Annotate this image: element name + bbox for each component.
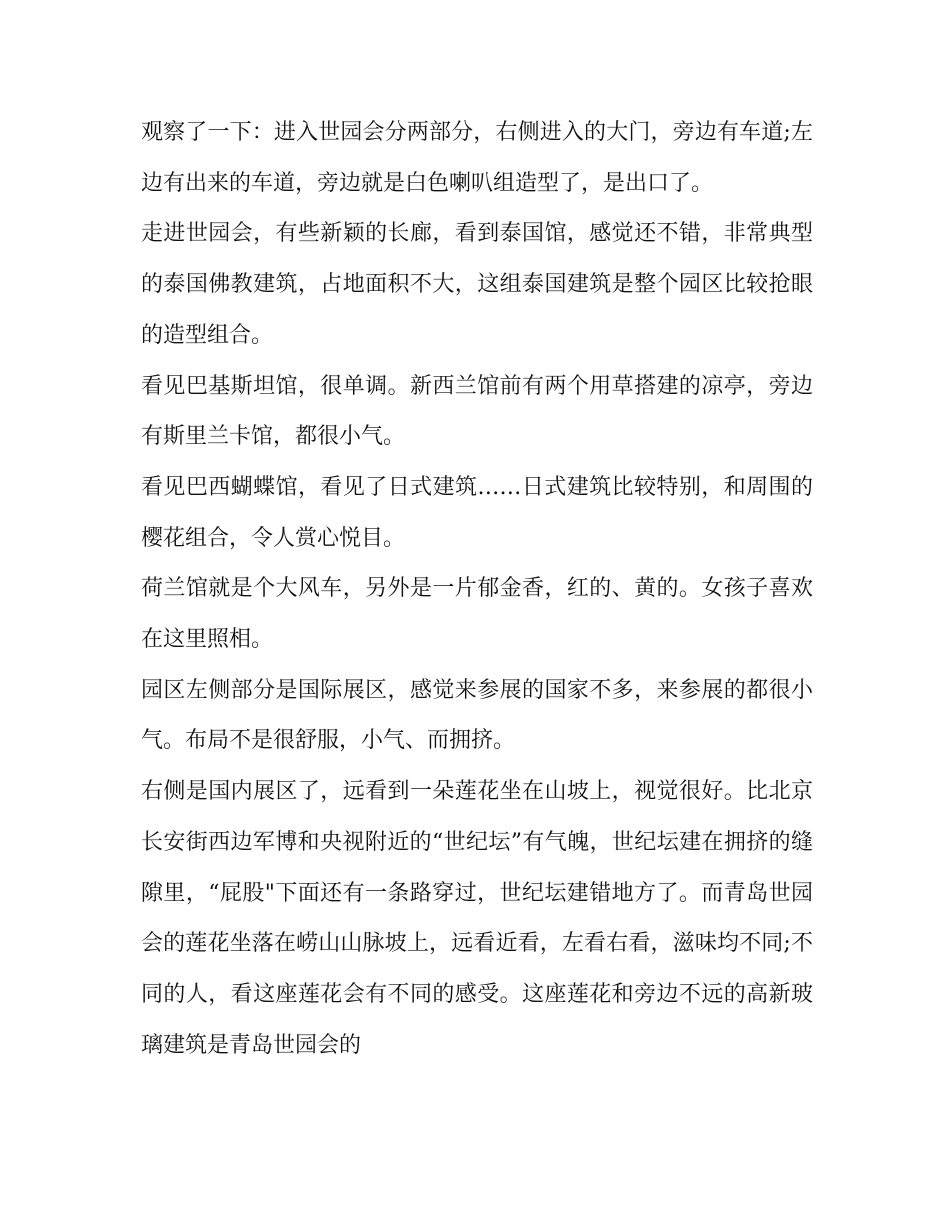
paragraph-domestic-area: 右侧是国内展区了，远看到一朵莲花坐在山坡上，视觉很好。比北京长安街西边军博和央视附近的“世纪坛”有气魄，世纪坛建在拥挤的缝隙里，“屁股"下面还有一条路穿过，世纪坛建错地方了。而青岛世园会的莲花坐落在崂山山脉坡上，远看近看，左看右看，滋味均不同;不同的人，看这座莲花会有不同的感受。这座莲花和旁边不远的高新玻璃建筑是青岛世园会的 — [141, 779, 813, 1058]
document-body — [141, 108, 813, 1071]
paragraph-international-area: 园区左侧部分是国际展区，感觉来参展的国家不多，来参展的都很小气。布局不是很舒服，小气、而拥挤。 — [141, 677, 813, 754]
paragraph-netherlands-pavilion: 荷兰馆就是个大风车，另外是一片郁金香，红的、黄的。女孩子喜欢在这里照相。 — [141, 576, 813, 653]
paragraph-brazil-japan: 看见巴西蝴蝶馆，看见了日式建筑……日式建筑比较特别，和周围的樱花组合，令人赏心悦目。 — [141, 474, 813, 551]
paragraph-thailand-pavilion: 走进世园会，有些新颖的长廊，看到泰国馆，感觉还不错，非常典型的泰国佛教建筑，占地面积不大，这组泰国建筑是整个园区比较抢眼的造型组合。 — [141, 221, 813, 348]
paragraph-entrance: 观察了一下：进入世园会分两部分，右侧进入的大门，旁边有车道;左边有出来的车道，旁边就是白色喇叭组造型了，是出口了。 — [141, 120, 813, 196]
paragraph-pakistan-pavilion: 看见巴基斯坦馆，很单调。新西兰馆前有两个用草搭建的凉亭，旁边有斯里兰卡馆，都很小气。 — [141, 373, 813, 450]
